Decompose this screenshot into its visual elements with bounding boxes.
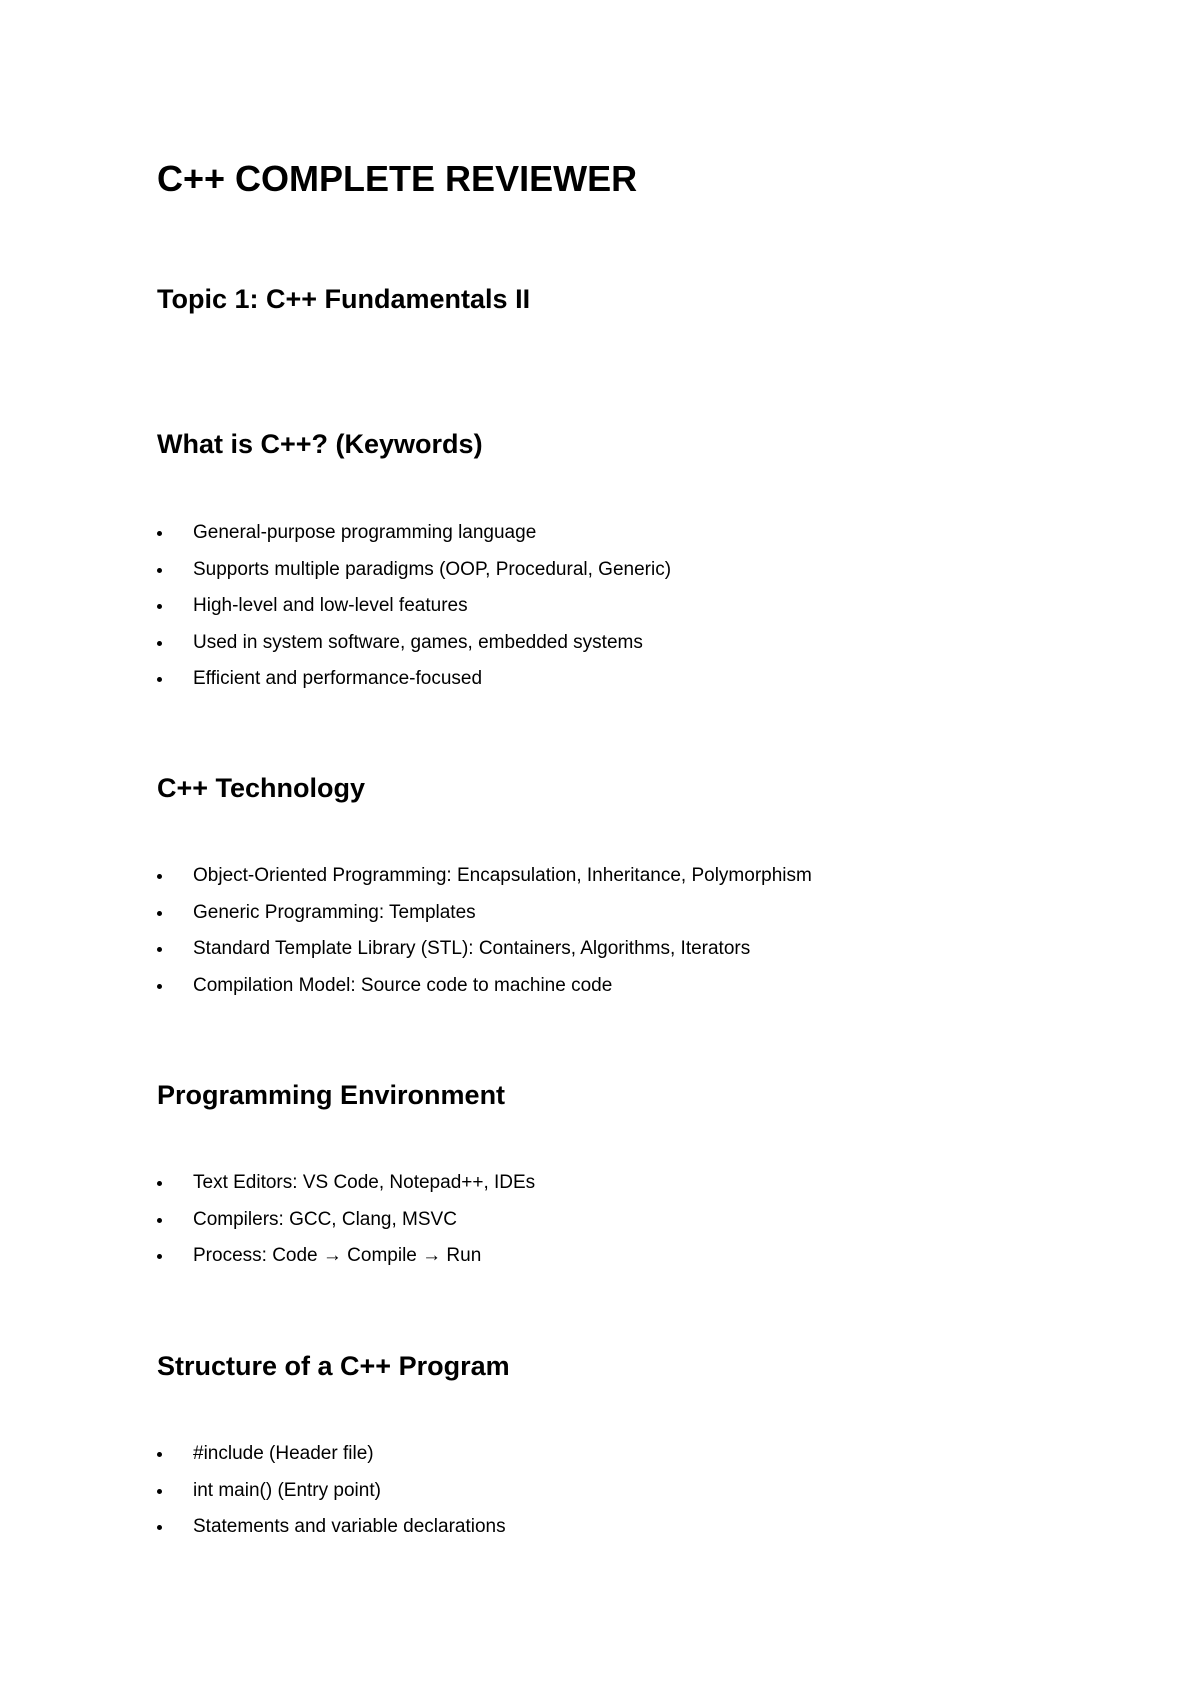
list-item-text: General-purpose programming language (193, 522, 537, 543)
list-item-text: Standard Template Library (STL): Containers, Algorithms, Iterators (193, 938, 751, 959)
topic-title: Topic 1: C++ Fundamentals II (157, 284, 531, 314)
list-item-text: #include (Header file) (193, 1443, 374, 1464)
list-item (157, 1515, 506, 1552)
section-heading-what-is-cpp: What is C++? (Keywords) (157, 429, 483, 459)
bullet-icon (157, 604, 162, 609)
section-heading-cpp-technology: C++ Technology (157, 773, 366, 803)
list-item-text: Generic Programming: Templates (193, 901, 476, 923)
bullet-icon (157, 1181, 162, 1186)
section-list-program-structure (157, 1442, 506, 1552)
bullet-icon (157, 1489, 162, 1494)
list-item (157, 901, 812, 938)
list-item (157, 558, 671, 595)
list-item (157, 1442, 506, 1479)
bullet-icon (157, 1452, 162, 1457)
bullet-icon (157, 1254, 162, 1259)
bullet-icon (157, 641, 162, 646)
list-item (157, 937, 812, 974)
list-item-text: Used in system software, games, embedded systems (193, 631, 643, 653)
list-item-text: Object-Oriented Programming: Encapsulation, Inheritance, Polymorphism (193, 865, 812, 886)
bullet-icon (157, 911, 162, 916)
section-heading-programming-environment: Programming Environment (157, 1080, 506, 1110)
list-item-text: Statements and variable declarations (193, 1516, 506, 1537)
list-item-text: int main() (Entry point) (193, 1479, 381, 1501)
list-item (157, 864, 812, 901)
list-item-text: Process: Code → Compile → Run (193, 1245, 482, 1266)
bullet-icon (157, 874, 162, 879)
list-item-text: Text Editors: VS Code, Notepad++, IDEs (193, 1172, 536, 1193)
list-item (157, 1244, 535, 1281)
document-title: C++ COMPLETE REVIEWER (157, 158, 638, 199)
list-item (157, 1479, 506, 1516)
list-item-text: Compilers: GCC, Clang, MSVC (193, 1208, 457, 1230)
bullet-icon (157, 1218, 162, 1223)
list-item (157, 1171, 535, 1208)
section-list-programming-environment (157, 1171, 535, 1281)
bullet-icon (157, 568, 162, 573)
bullet-icon (157, 984, 162, 989)
bullet-icon (157, 947, 162, 952)
section-list-cpp-technology (157, 864, 812, 1010)
bullet-icon (157, 1525, 162, 1530)
list-item (157, 594, 671, 631)
list-item (157, 1208, 535, 1245)
list-item-text: Compilation Model: Source code to machine code (193, 974, 613, 996)
list-item-text: Efficient and performance-focused (193, 668, 483, 689)
list-item (157, 521, 671, 558)
list-item (157, 631, 671, 668)
list-item-text: Supports multiple paradigms (OOP, Procedural, Generic) (193, 558, 672, 580)
section-heading-program-structure: Structure of a C++ Program (157, 1351, 510, 1381)
bullet-icon (157, 677, 162, 682)
list-item-text: High-level and low-level features (193, 595, 468, 616)
section-list-what-is-cpp (157, 521, 671, 704)
bullet-icon (157, 531, 162, 536)
list-item (157, 974, 812, 1011)
list-item (157, 667, 671, 704)
